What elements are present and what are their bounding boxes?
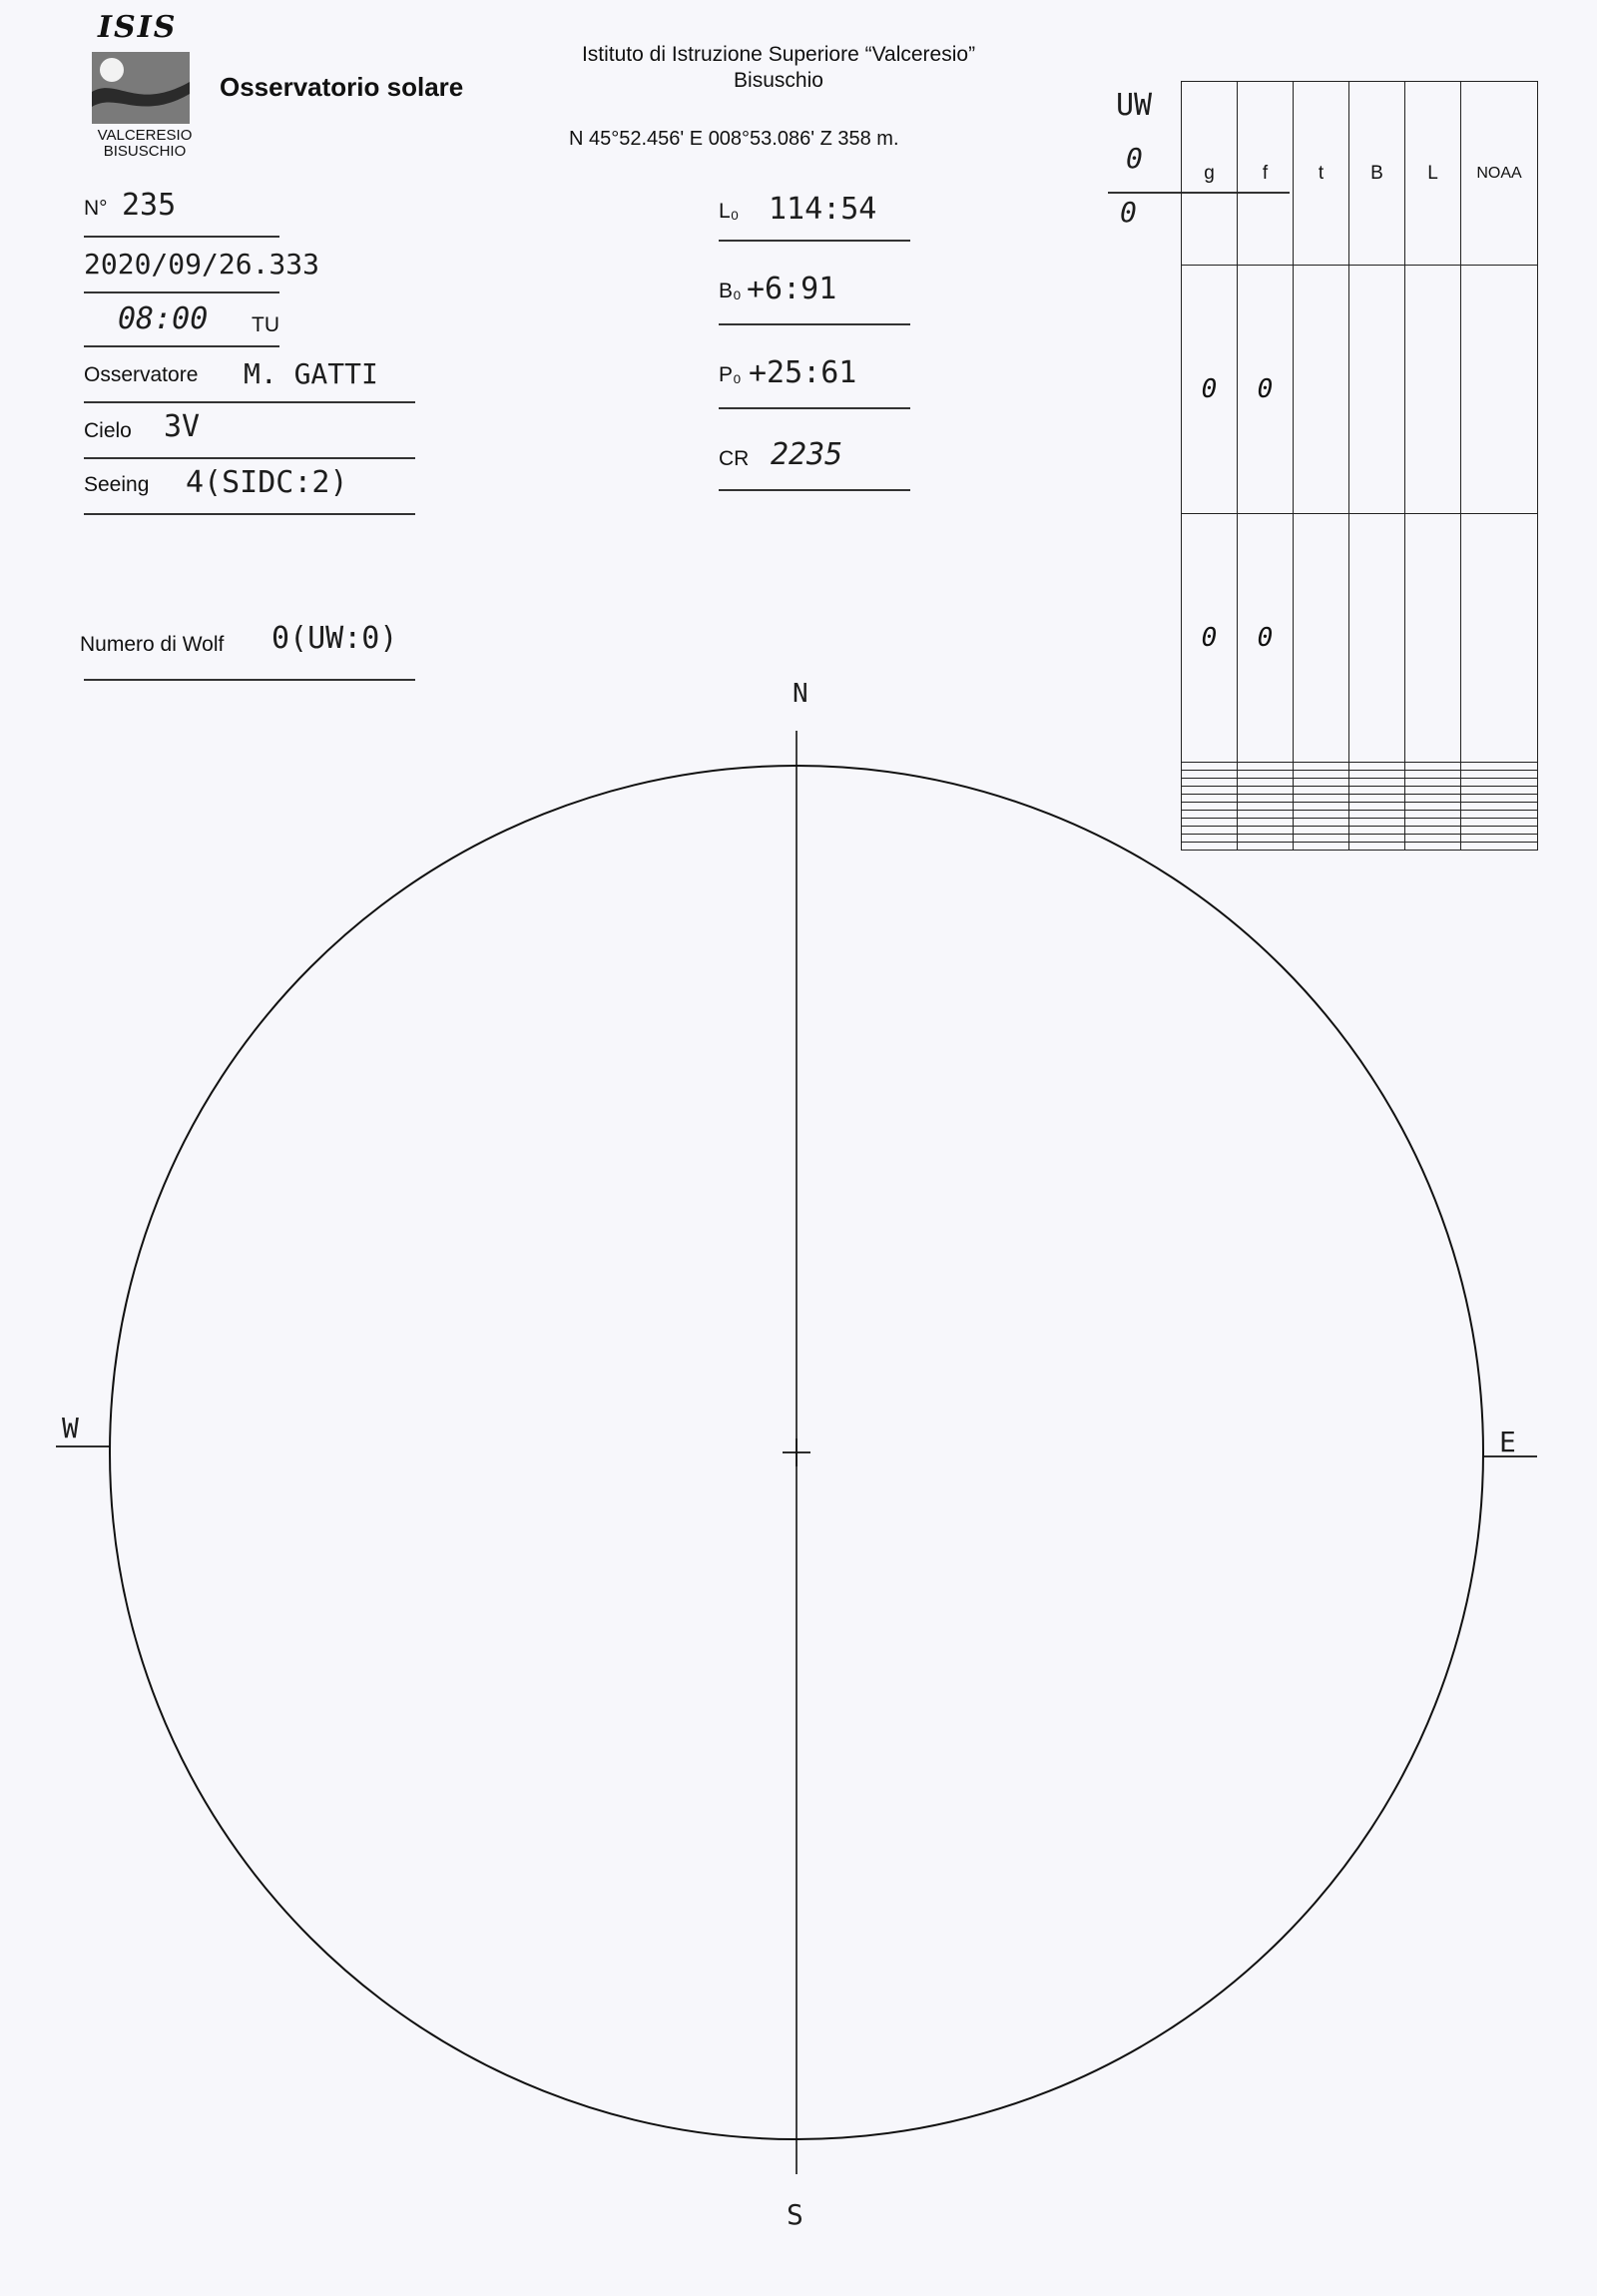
school-name-line-2: Bisuschio [734,69,823,92]
table-cell [1405,266,1461,514]
seeing-label: Seeing [84,473,150,496]
school-logo [90,10,200,160]
north-marker: N [793,679,808,709]
wolf-label: Numero di Wolf [80,633,225,656]
sky-value: 3V [164,409,201,444]
south-marker: S [787,2198,803,2231]
p0-underline [719,407,910,409]
number-value: 235 [122,188,177,223]
table-row [1182,266,1538,514]
logo-caption-line-2: BISUSCHIO [103,143,187,160]
sky-underline [84,457,415,459]
seeing-value: 4(SIDC:2) [186,465,348,500]
col-header-b: B [1349,82,1405,266]
number-label: N° [84,197,108,220]
logo-emblem [92,52,190,124]
table-header-row [1182,82,1538,266]
logo-caption [90,128,200,160]
table-cell: 0 [1182,266,1238,514]
b0-underline [719,323,910,325]
west-marker: W [62,1412,79,1444]
col-header-t: t [1294,82,1349,266]
p0-value: +25:61 [749,355,857,390]
p0-label: P₀ [719,363,742,386]
cr-underline [719,489,910,491]
number-underline [84,236,279,238]
east-marker: E [1499,1426,1516,1458]
col-header-f: f [1238,82,1294,266]
time-underline [84,345,279,347]
sky-label: Cielo [84,419,132,442]
b0-label: B₀ [719,280,742,302]
school-name [539,42,1018,94]
observer-value: M. GATTI [244,357,378,390]
logo-caption-line-1: VALCERESIO [97,127,193,144]
time-value: 08:00 [118,301,209,336]
observer-underline [84,401,415,403]
wolf-value: 0(UW:0) [271,621,398,656]
table-cell [1349,266,1405,514]
seeing-underline [84,513,415,515]
observer-label: Osservatore [84,363,199,386]
date-underline [84,291,279,293]
school-name-line-1: Istituto di Istruzione Superiore “Valceresio” [581,43,976,66]
l0-value: 114:54 [769,192,877,227]
observatory-title: Osservatorio solare [220,72,464,102]
time-unit: TU [252,313,279,336]
uw-header: UW [1116,88,1153,123]
col-header-g: g [1182,82,1238,266]
solar-disk-diagram [50,679,1547,2261]
uw-value-1: 0 [1126,142,1143,175]
logo-mark: ISIS [98,10,178,45]
l0-underline [719,240,910,242]
table-cell: 0 [1238,266,1294,514]
l0-label: L₀ [719,200,740,223]
uw-value-2: 0 [1120,196,1137,229]
col-header-l: L [1405,82,1461,266]
date-value: 2020/09/26.333 [84,248,320,281]
table-cell [1294,266,1349,514]
table-cell [1461,266,1538,514]
cr-value: 2235 [771,437,843,472]
table-cell: 0 [1182,514,1238,763]
col-header-noaa: NOAA [1461,82,1538,266]
cr-label: CR [719,447,750,470]
site-coordinates: N 45°52.456' E 008°53.086' Z 358 m. [569,128,899,150]
b0-value: +6:91 [747,272,837,306]
table-cell: 0 [1238,514,1294,763]
